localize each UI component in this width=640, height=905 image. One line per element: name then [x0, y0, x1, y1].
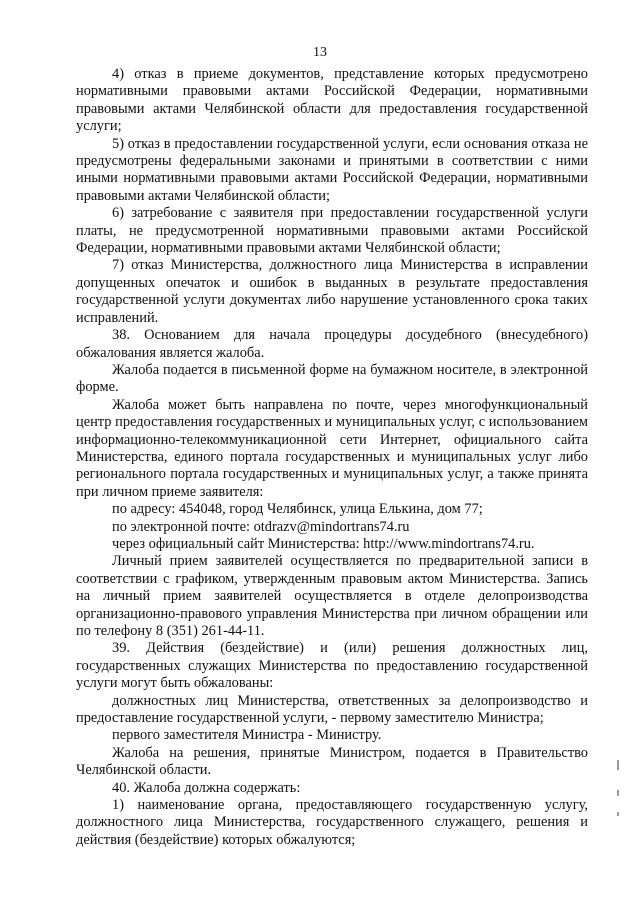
paragraph-organ-name: 1) наименование органа, предоставляющего государственную услугу, должностного лица Министерства, государственного служащего, решения и действия (бездействие) которых обжалуются;	[76, 797, 588, 848]
scan-edge-mark	[617, 790, 619, 796]
paragraph-refusal-documents: 4) отказ в приеме документов, представление которых предусмотрено нормативными правовыми актами Российской Федерации, нормативными правовыми актами Челябинской области для предоставления государственной услуги;	[76, 66, 588, 135]
paragraph-38-basis: 38. Основанием для начала процедуры досудебного (внесудебного) обжалования является жалоба.	[76, 327, 588, 361]
paragraph-refusal-corrections: 7) отказ Министерства, должностного лица Министерства в исправлении допущенных опечаток и ошибок в выданных в результате предоставления государственной услуги документах либо нарушение установленного срока таких исправлений.	[76, 257, 588, 326]
paragraph-refusal-service: 5) отказ в предоставлении государственной услуги, если основания отказа не предусмотрены федеральными законами и принятыми в соответствии с ними иными нормативными правовыми актами Российской Федерации, нормативными правовыми актами Челябинской области;	[76, 135, 588, 204]
scan-edge-mark	[617, 760, 619, 770]
paragraph-payment-demand: 6) затребование с заявителя при предоставлении государственной услуги платы, не предусмотренной нормативными правовыми актами Российской Федерации, нормативными правовыми актами Челябинской области;	[76, 205, 588, 257]
paragraph-website: через официальный сайт Министерства: http://www.mindortrans74.ru.	[112, 535, 535, 552]
scan-edge-mark	[617, 812, 619, 816]
paragraph-40-content: 40. Жалоба должна содержать:	[112, 779, 301, 796]
paragraph-minister-decisions: Жалоба на решения, принятые Министром, подается в Правительство Челябинской области.	[76, 744, 588, 779]
paragraph-address: по адресу: 454048, город Челябинск, улица Елькина, дом 77;	[112, 501, 483, 518]
paragraph-first-deputy: первого заместителя Министра - Министру.	[112, 727, 382, 744]
page-number: 13	[313, 45, 327, 60]
paragraph-email: по электронной почте: otdrazv@mindortrans74.ru	[112, 518, 410, 535]
paragraph-personal-reception: Личный прием заявителей осуществляется по предварительной записи в соответствии с графиком, утвержденным правовым актом Министерства. Запись на личный прием заявителей осуществляется в отделе делопроизводства организационно-правового управления Министерства при личном обращении или по телефону 8 (351) 261-44-11.	[76, 553, 588, 639]
paragraph-complaint-channels: Жалоба может быть направлена по почте, через многофункциональный центр предоставления государственных и муниципальных услуг, с использованием информационно-телекоммуникационной сети Интернет, официального сайта Министерства, единого портала государственных и муниципальных услуг либо регионального портала государственных и муниципальных услуг, а также принята при личном приеме заявителя:	[76, 396, 588, 500]
document-body	[76, 66, 588, 849]
paragraph-complaint-form: Жалоба подается в письменной форме на бумажном носителе, в электронной форме.	[76, 361, 588, 396]
paragraph-39-actions: 39. Действия (бездействие) и (или) решения должностных лиц, государственных служащих Министерства по предоставлению государственной услуги могут быть обжалованы:	[76, 640, 588, 692]
paragraph-officials: должностных лиц Министерства, ответственных за делопроизводство и предоставление государственной услуги, - первому заместителю Министра;	[76, 692, 588, 727]
